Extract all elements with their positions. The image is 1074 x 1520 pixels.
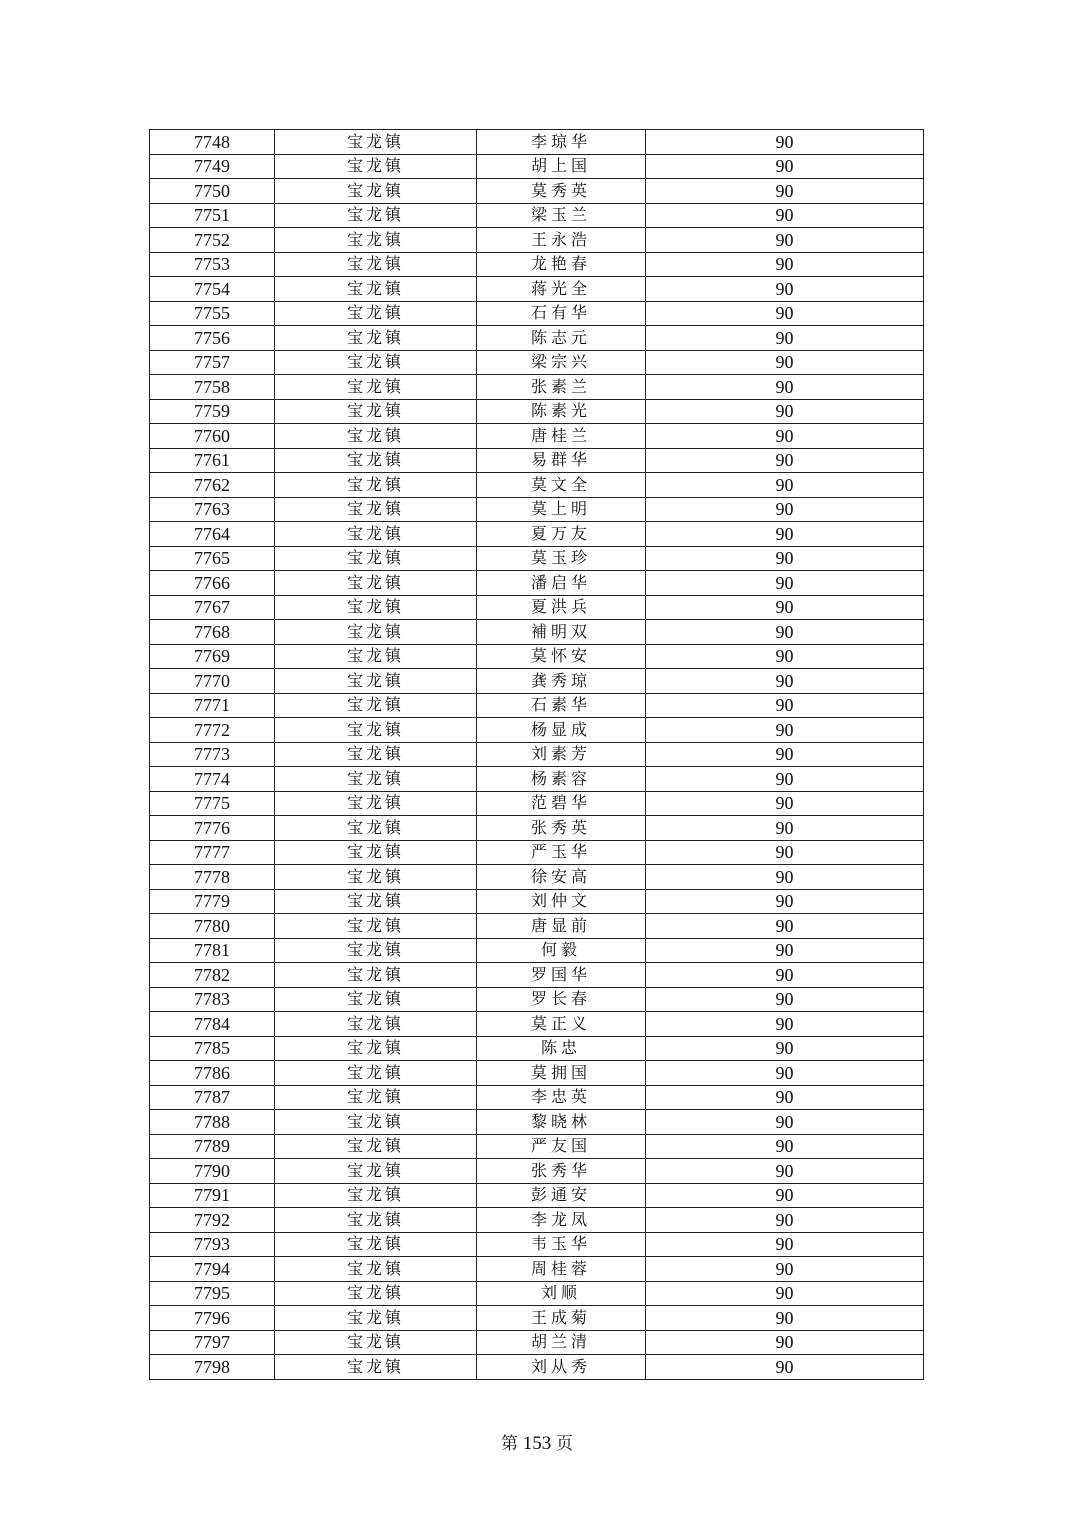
- row-number-cell: 7762: [150, 473, 275, 498]
- value-cell: 90: [646, 669, 924, 694]
- page-value: 153: [522, 1433, 552, 1454]
- person-name-cell: 莫上明: [477, 497, 646, 522]
- row-number-cell: 7766: [150, 571, 275, 596]
- table-row: [150, 424, 924, 449]
- table-row: [150, 1257, 924, 1282]
- value-cell: 90: [646, 1134, 924, 1159]
- records-table: [149, 129, 924, 1380]
- value-cell: 90: [646, 1232, 924, 1257]
- town-cell: 宝龙镇: [275, 497, 477, 522]
- row-number-cell: 7760: [150, 424, 275, 449]
- row-number-cell: 7796: [150, 1306, 275, 1331]
- town-cell: 宝龙镇: [275, 963, 477, 988]
- value-cell: 90: [646, 840, 924, 865]
- row-number-cell: 7782: [150, 963, 275, 988]
- person-name-cell: 罗长春: [477, 987, 646, 1012]
- table-row: [150, 1208, 924, 1233]
- table-row: [150, 252, 924, 277]
- value-cell: 90: [646, 987, 924, 1012]
- row-number-cell: 7775: [150, 791, 275, 816]
- town-cell: 宝龙镇: [275, 1232, 477, 1257]
- person-name-cell: 严玉华: [477, 840, 646, 865]
- town-cell: 宝龙镇: [275, 546, 477, 571]
- town-cell: 宝龙镇: [275, 1012, 477, 1037]
- town-cell: 宝龙镇: [275, 179, 477, 204]
- table-row: [150, 889, 924, 914]
- table-row: [150, 448, 924, 473]
- table-row: [150, 1232, 924, 1257]
- town-cell: 宝龙镇: [275, 693, 477, 718]
- value-cell: 90: [646, 350, 924, 375]
- person-name-cell: 刘仲文: [477, 889, 646, 914]
- person-name-cell: 石有华: [477, 301, 646, 326]
- value-cell: 90: [646, 130, 924, 155]
- person-name-cell: 陈志元: [477, 326, 646, 351]
- person-name-cell: 韦玉华: [477, 1232, 646, 1257]
- value-cell: 90: [646, 767, 924, 792]
- row-number-cell: 7795: [150, 1281, 275, 1306]
- town-cell: 宝龙镇: [275, 620, 477, 645]
- value-cell: 90: [646, 301, 924, 326]
- row-number-cell: 7755: [150, 301, 275, 326]
- table-row: [150, 399, 924, 424]
- page-number: [0, 1429, 1074, 1455]
- table-row: [150, 546, 924, 571]
- row-number-cell: 7748: [150, 130, 275, 155]
- row-number-cell: 7770: [150, 669, 275, 694]
- person-name-cell: 莫正义: [477, 1012, 646, 1037]
- row-number-cell: 7777: [150, 840, 275, 865]
- value-cell: 90: [646, 1085, 924, 1110]
- town-cell: 宝龙镇: [275, 326, 477, 351]
- value-cell: 90: [646, 1110, 924, 1135]
- person-name-cell: 严友国: [477, 1134, 646, 1159]
- table-row: [150, 914, 924, 939]
- person-name-cell: 罗国华: [477, 963, 646, 988]
- town-cell: 宝龙镇: [275, 277, 477, 302]
- town-cell: 宝龙镇: [275, 840, 477, 865]
- person-name-cell: 莫玉珍: [477, 546, 646, 571]
- town-cell: 宝龙镇: [275, 669, 477, 694]
- table-row: [150, 742, 924, 767]
- person-name-cell: 杨显成: [477, 718, 646, 743]
- person-name-cell: 李琼华: [477, 130, 646, 155]
- value-cell: 90: [646, 865, 924, 890]
- person-name-cell: 莫拥国: [477, 1061, 646, 1086]
- town-cell: 宝龙镇: [275, 1257, 477, 1282]
- town-cell: 宝龙镇: [275, 522, 477, 547]
- town-cell: 宝龙镇: [275, 1208, 477, 1233]
- records-body: [150, 130, 924, 1380]
- town-cell: 宝龙镇: [275, 742, 477, 767]
- value-cell: 90: [646, 693, 924, 718]
- table-row: [150, 497, 924, 522]
- table-row: [150, 571, 924, 596]
- row-number-cell: 7763: [150, 497, 275, 522]
- table-row: [150, 1061, 924, 1086]
- value-cell: 90: [646, 375, 924, 400]
- value-cell: 90: [646, 424, 924, 449]
- table-row: [150, 669, 924, 694]
- value-cell: 90: [646, 1159, 924, 1184]
- table-row: [150, 1183, 924, 1208]
- row-number-cell: 7778: [150, 865, 275, 890]
- row-number-cell: 7756: [150, 326, 275, 351]
- person-name-cell: 陈素光: [477, 399, 646, 424]
- town-cell: 宝龙镇: [275, 1061, 477, 1086]
- table-row: [150, 301, 924, 326]
- person-name-cell: 莫秀英: [477, 179, 646, 204]
- person-name-cell: 莫文全: [477, 473, 646, 498]
- row-number-cell: 7751: [150, 203, 275, 228]
- row-number-cell: 7774: [150, 767, 275, 792]
- person-name-cell: 潘启华: [477, 571, 646, 596]
- value-cell: 90: [646, 718, 924, 743]
- table-row: [150, 203, 924, 228]
- town-cell: 宝龙镇: [275, 1306, 477, 1331]
- row-number-cell: 7749: [150, 154, 275, 179]
- value-cell: 90: [646, 228, 924, 253]
- row-number-cell: 7758: [150, 375, 275, 400]
- value-cell: 90: [646, 644, 924, 669]
- town-cell: 宝龙镇: [275, 203, 477, 228]
- person-name-cell: 杨素容: [477, 767, 646, 792]
- table-row: [150, 130, 924, 155]
- person-name-cell: 夏万友: [477, 522, 646, 547]
- value-cell: 90: [646, 1012, 924, 1037]
- person-name-cell: 张秀华: [477, 1159, 646, 1184]
- table-row: [150, 595, 924, 620]
- table-row: [150, 840, 924, 865]
- row-number-cell: 7786: [150, 1061, 275, 1086]
- person-name-cell: 梁宗兴: [477, 350, 646, 375]
- row-number-cell: 7787: [150, 1085, 275, 1110]
- row-number-cell: 7750: [150, 179, 275, 204]
- row-number-cell: 7783: [150, 987, 275, 1012]
- value-cell: 90: [646, 326, 924, 351]
- row-number-cell: 7769: [150, 644, 275, 669]
- person-name-cell: 夏洪兵: [477, 595, 646, 620]
- row-number-cell: 7788: [150, 1110, 275, 1135]
- table-row: [150, 1355, 924, 1380]
- value-cell: 90: [646, 1208, 924, 1233]
- value-cell: 90: [646, 399, 924, 424]
- row-number-cell: 7772: [150, 718, 275, 743]
- table-row: [150, 816, 924, 841]
- town-cell: 宝龙镇: [275, 791, 477, 816]
- town-cell: 宝龙镇: [275, 595, 477, 620]
- row-number-cell: 7785: [150, 1036, 275, 1061]
- town-cell: 宝龙镇: [275, 644, 477, 669]
- person-name-cell: 易群华: [477, 448, 646, 473]
- table-row: [150, 1330, 924, 1355]
- person-name-cell: 補明双: [477, 620, 646, 645]
- table-row: [150, 938, 924, 963]
- table-row: [150, 1036, 924, 1061]
- table-row: [150, 987, 924, 1012]
- row-number-cell: 7790: [150, 1159, 275, 1184]
- row-number-cell: 7771: [150, 693, 275, 718]
- town-cell: 宝龙镇: [275, 375, 477, 400]
- value-cell: 90: [646, 252, 924, 277]
- table-row: [150, 1281, 924, 1306]
- town-cell: 宝龙镇: [275, 1036, 477, 1061]
- row-number-cell: 7797: [150, 1330, 275, 1355]
- row-number-cell: 7793: [150, 1232, 275, 1257]
- row-number-cell: 7792: [150, 1208, 275, 1233]
- row-number-cell: 7759: [150, 399, 275, 424]
- row-number-cell: 7781: [150, 938, 275, 963]
- town-cell: 宝龙镇: [275, 252, 477, 277]
- table-row: [150, 473, 924, 498]
- table-row: [150, 228, 924, 253]
- value-cell: 90: [646, 1306, 924, 1331]
- person-name-cell: 陈忠: [477, 1036, 646, 1061]
- town-cell: 宝龙镇: [275, 571, 477, 596]
- value-cell: 90: [646, 522, 924, 547]
- table-row: [150, 375, 924, 400]
- town-cell: 宝龙镇: [275, 228, 477, 253]
- table-row: [150, 620, 924, 645]
- value-cell: 90: [646, 1355, 924, 1380]
- table-row: [150, 1159, 924, 1184]
- value-cell: 90: [646, 1281, 924, 1306]
- person-name-cell: 周桂蓉: [477, 1257, 646, 1282]
- town-cell: 宝龙镇: [275, 1085, 477, 1110]
- person-name-cell: 彭通安: [477, 1183, 646, 1208]
- row-number-cell: 7752: [150, 228, 275, 253]
- town-cell: 宝龙镇: [275, 865, 477, 890]
- person-name-cell: 何毅: [477, 938, 646, 963]
- row-number-cell: 7791: [150, 1183, 275, 1208]
- person-name-cell: 唐桂兰: [477, 424, 646, 449]
- table-row: [150, 718, 924, 743]
- town-cell: 宝龙镇: [275, 1159, 477, 1184]
- table-row: [150, 693, 924, 718]
- value-cell: 90: [646, 546, 924, 571]
- row-number-cell: 7773: [150, 742, 275, 767]
- value-cell: 90: [646, 914, 924, 939]
- table-row: [150, 522, 924, 547]
- town-cell: 宝龙镇: [275, 350, 477, 375]
- person-name-cell: 莫怀安: [477, 644, 646, 669]
- town-cell: 宝龙镇: [275, 816, 477, 841]
- town-cell: 宝龙镇: [275, 399, 477, 424]
- person-name-cell: 胡兰清: [477, 1330, 646, 1355]
- value-cell: 90: [646, 571, 924, 596]
- town-cell: 宝龙镇: [275, 1330, 477, 1355]
- row-number-cell: 7768: [150, 620, 275, 645]
- table-row: [150, 1012, 924, 1037]
- table-row: [150, 1134, 924, 1159]
- town-cell: 宝龙镇: [275, 889, 477, 914]
- town-cell: 宝龙镇: [275, 448, 477, 473]
- row-number-cell: 7779: [150, 889, 275, 914]
- page-prefix: 第: [501, 1434, 518, 1454]
- value-cell: 90: [646, 1257, 924, 1282]
- row-number-cell: 7776: [150, 816, 275, 841]
- row-number-cell: 7784: [150, 1012, 275, 1037]
- row-number-cell: 7798: [150, 1355, 275, 1380]
- person-name-cell: 石素华: [477, 693, 646, 718]
- table-row: [150, 1085, 924, 1110]
- town-cell: 宝龙镇: [275, 987, 477, 1012]
- person-name-cell: 胡上国: [477, 154, 646, 179]
- value-cell: 90: [646, 448, 924, 473]
- person-name-cell: 龚秀琼: [477, 669, 646, 694]
- value-cell: 90: [646, 1330, 924, 1355]
- person-name-cell: 黎晓林: [477, 1110, 646, 1135]
- person-name-cell: 刘顺: [477, 1281, 646, 1306]
- town-cell: 宝龙镇: [275, 154, 477, 179]
- person-name-cell: 唐显前: [477, 914, 646, 939]
- value-cell: 90: [646, 620, 924, 645]
- table-row: [150, 791, 924, 816]
- person-name-cell: 刘素芳: [477, 742, 646, 767]
- row-number-cell: 7757: [150, 350, 275, 375]
- person-name-cell: 李龙凤: [477, 1208, 646, 1233]
- table-row: [150, 326, 924, 351]
- person-name-cell: 龙艳春: [477, 252, 646, 277]
- table-row: [150, 154, 924, 179]
- value-cell: 90: [646, 1183, 924, 1208]
- person-name-cell: 范碧华: [477, 791, 646, 816]
- town-cell: 宝龙镇: [275, 914, 477, 939]
- table-row: [150, 865, 924, 890]
- value-cell: 90: [646, 203, 924, 228]
- table-row: [150, 767, 924, 792]
- row-number-cell: 7754: [150, 277, 275, 302]
- table-row: [150, 350, 924, 375]
- town-cell: 宝龙镇: [275, 938, 477, 963]
- table-row: [150, 179, 924, 204]
- town-cell: 宝龙镇: [275, 718, 477, 743]
- value-cell: 90: [646, 497, 924, 522]
- table-row: [150, 1306, 924, 1331]
- row-number-cell: 7767: [150, 595, 275, 620]
- table-row: [150, 277, 924, 302]
- town-cell: 宝龙镇: [275, 1281, 477, 1306]
- row-number-cell: 7753: [150, 252, 275, 277]
- town-cell: 宝龙镇: [275, 424, 477, 449]
- table-row: [150, 644, 924, 669]
- value-cell: 90: [646, 889, 924, 914]
- person-name-cell: 张秀英: [477, 816, 646, 841]
- value-cell: 90: [646, 938, 924, 963]
- page-suffix: 页: [556, 1434, 573, 1454]
- person-name-cell: 张素兰: [477, 375, 646, 400]
- town-cell: 宝龙镇: [275, 1134, 477, 1159]
- town-cell: 宝龙镇: [275, 473, 477, 498]
- row-number-cell: 7761: [150, 448, 275, 473]
- value-cell: 90: [646, 1036, 924, 1061]
- row-number-cell: 7765: [150, 546, 275, 571]
- value-cell: 90: [646, 963, 924, 988]
- person-name-cell: 王成菊: [477, 1306, 646, 1331]
- town-cell: 宝龙镇: [275, 1355, 477, 1380]
- person-name-cell: 李忠英: [477, 1085, 646, 1110]
- value-cell: 90: [646, 473, 924, 498]
- value-cell: 90: [646, 277, 924, 302]
- value-cell: 90: [646, 179, 924, 204]
- table-row: [150, 963, 924, 988]
- row-number-cell: 7780: [150, 914, 275, 939]
- person-name-cell: 蒋光全: [477, 277, 646, 302]
- person-name-cell: 王永浩: [477, 228, 646, 253]
- town-cell: 宝龙镇: [275, 1183, 477, 1208]
- town-cell: 宝龙镇: [275, 1110, 477, 1135]
- value-cell: 90: [646, 791, 924, 816]
- person-name-cell: 徐安高: [477, 865, 646, 890]
- value-cell: 90: [646, 595, 924, 620]
- town-cell: 宝龙镇: [275, 130, 477, 155]
- table-row: [150, 1110, 924, 1135]
- value-cell: 90: [646, 742, 924, 767]
- value-cell: 90: [646, 154, 924, 179]
- value-cell: 90: [646, 816, 924, 841]
- row-number-cell: 7789: [150, 1134, 275, 1159]
- value-cell: 90: [646, 1061, 924, 1086]
- town-cell: 宝龙镇: [275, 767, 477, 792]
- person-name-cell: 梁玉兰: [477, 203, 646, 228]
- person-name-cell: 刘从秀: [477, 1355, 646, 1380]
- town-cell: 宝龙镇: [275, 301, 477, 326]
- row-number-cell: 7794: [150, 1257, 275, 1282]
- row-number-cell: 7764: [150, 522, 275, 547]
